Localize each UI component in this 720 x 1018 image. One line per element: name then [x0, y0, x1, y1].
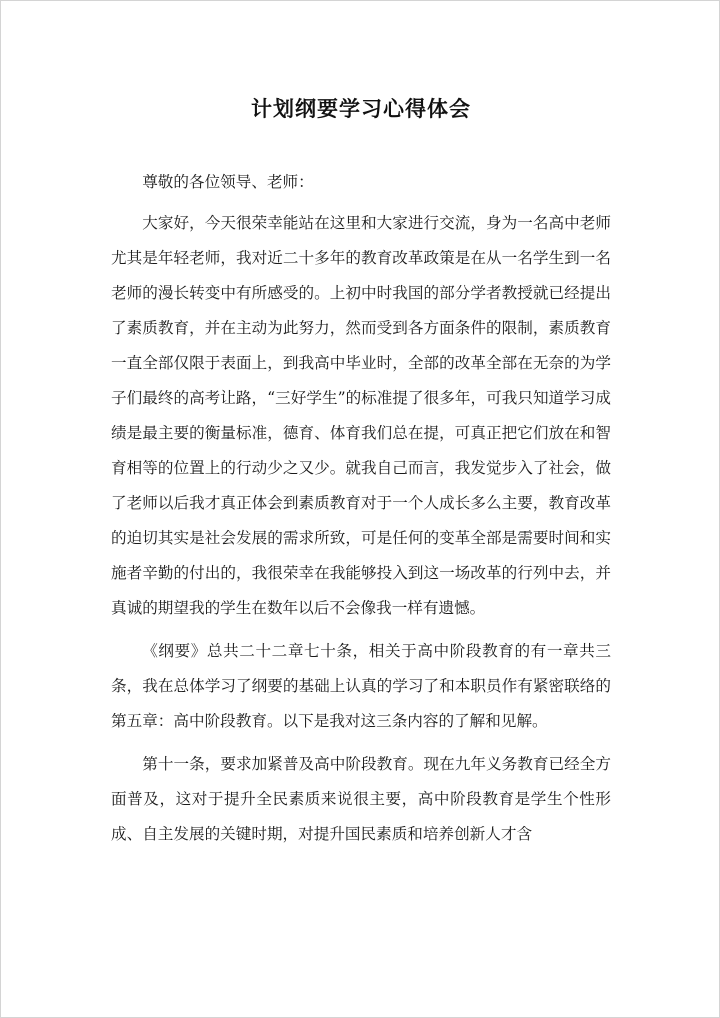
- salutation: 尊敬的各位领导、老师：: [142, 173, 314, 191]
- paragraph-intro: 大家好，今天很荣幸能站在这里和大家进行交流，身为一名高中老师尤其是年轻老师，我对近二十多年的教育改革政策是在从一名学生到一名老师的漫长转变中有所感受的。上初中时我国的部分学者教授就已经提出了素质教育，并在主动为此努力，然而受到各方面条件的限制，素质教育一直全部仅限于表面上，到我高中毕业时，全部的改革全部在无奈的为学子们最终的高考让路，“三好学生”的标准提了很多年，可我只知道学习成绩是最主要的衡量标准，德育、体育我们总在提，可真正把它们放在和智育相等的位置上的行动少之又少。就我自己而言，我发觉步入了社会，做了老师以后我才真正体会到素质教育对于一个人成长多么主要，教育改革的迫切其实是社会发展的需求所致，可是任何的变革全部是需要时间和实施者辛勤的付出的，我很荣幸在我能够投入到这一场改革的行列中去，并真诚的期望我的学生在数年以后不会像我一样有遗憾。: [111, 214, 611, 617]
- document-title: 计划纲要学习心得体会: [251, 96, 471, 121]
- paragraph-article-11: 第十一条，要求加紧普及高中阶段教育。现在九年义务教育已经全方面普及，这对于提升全民素质来说很主要，高中阶段教育是学生个性形成、自主发展的关键时期，对提升国民素质和培养创新人才含: [111, 755, 611, 843]
- paragraph-outline: 《纲要》总共二十二章七十条，相关于高中阶段教育的有一章共三条，我在总体学习了纲要的基础上认真的学习了和本职员作有紧密联络的第五章：高中阶段教育。以下是我对这三条内容的了解和见解。: [111, 642, 611, 730]
- document-body: [111, 165, 611, 860]
